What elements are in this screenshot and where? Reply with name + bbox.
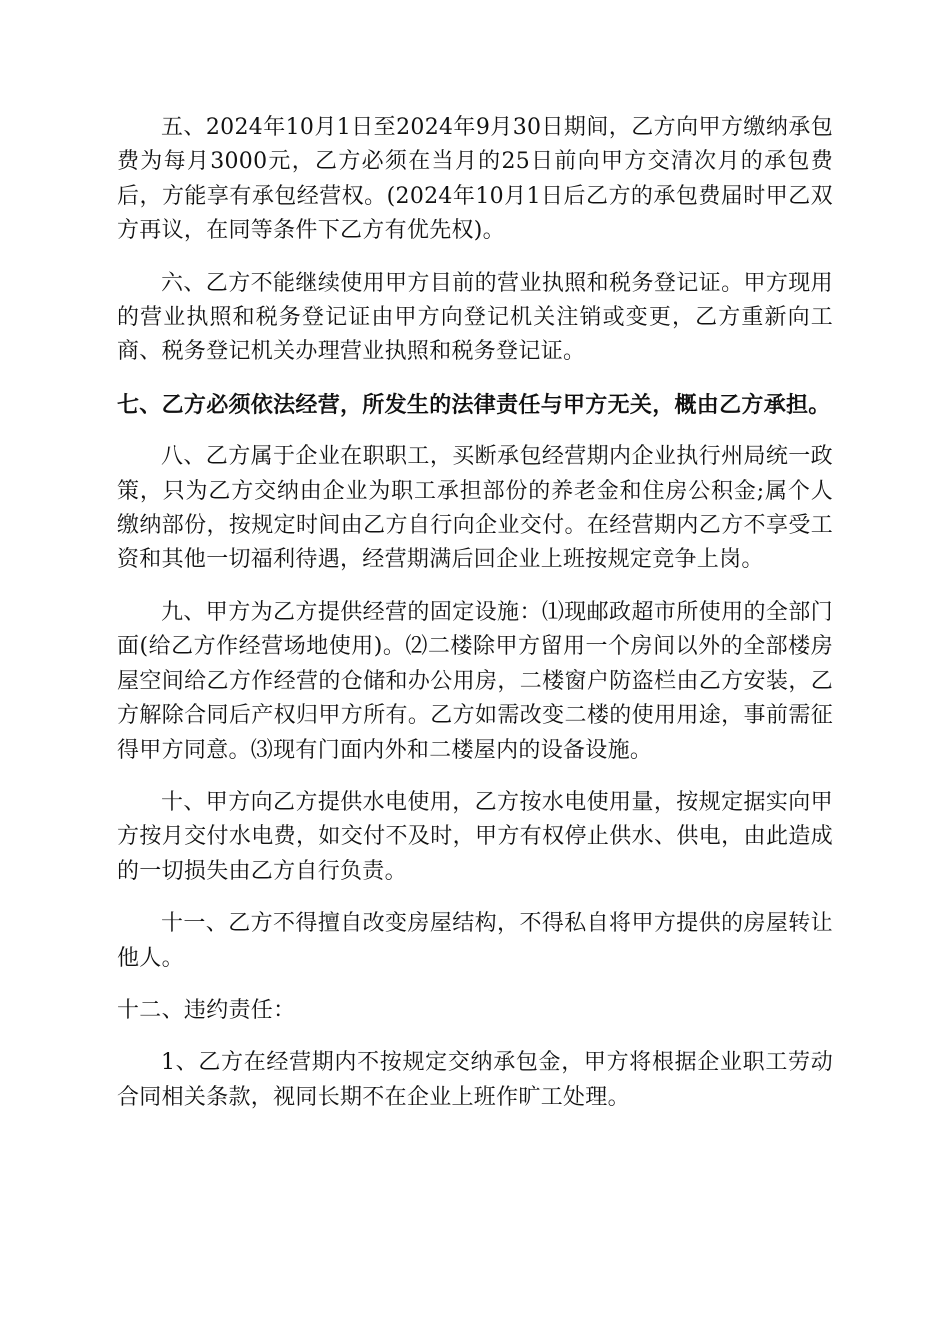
clause-6-paragraph: 六、乙方不能继续使用甲方目前的营业执照和税务登记证。甲方现用的营业执照和税务登记证由甲方向登记机关注销或变更，乙方重新向工商、税务登记机关办理营业执照和税务登记证。 xyxy=(117,270,833,365)
clause-12-heading: 十二、违约责任： xyxy=(117,997,296,1023)
clause-12-item-1: 1、乙方在经营期内不按规定交纳承包金，甲方将根据企业职工劳动合同相关条款，视同长期不在企业上班作旷工处理。 xyxy=(117,1050,833,1110)
clause-7-paragraph: 七、乙方必须依法经营，所发生的法律责任与甲方无关，概由乙方承担。 xyxy=(117,391,831,418)
clause-9-paragraph: 九、甲方为乙方提供经营的固定设施：⑴现邮政超市所使用的全部门面(给乙方作经营场地使用)。⑵二楼除甲方留用一个房间以外的全部楼房屋空间给乙方作经营的仓储和办公用房，二楼窗户防盗栏由乙方安装，乙方解除合同后产权归甲方所有。乙方如需改变二楼的使用用途，事前需征得甲方同意。⑶现有门面内外和二楼屋内的设备设施。 xyxy=(117,599,833,763)
clause-10-paragraph: 十、甲方向乙方提供水电使用，乙方按水电使用量，按规定据实向甲方按月交付水电费，如交付不及时，甲方有权停止供水、供电，由此造成的一切损失由乙方自行负责。 xyxy=(117,789,833,884)
document-body xyxy=(117,111,833,1133)
clause-8-paragraph: 八、乙方属于企业在职职工，买断承包经营期内企业执行州局统一政策，只为乙方交纳由企业为职工承担部份的养老金和住房公积金;属个人缴纳部份，按规定时间由乙方自行向企业交付。在经营期内乙方不享受工资和其他一切福利待遇，经营期满后回企业上班按规定竞争上岗。 xyxy=(117,444,833,573)
clause-11-paragraph: 十一、乙方不得擅自改变房屋结构，不得私自将甲方提供的房屋转让他人。 xyxy=(117,911,833,971)
clause-5-paragraph: 五、2024年10月1日至2024年9月30日期间，乙方向甲方缴纳承包费为每月3000元，乙方必须在当月的25日前向甲方交清次月的承包费后，方能享有承包经营权。(2024年10月1日后乙方的承包费届时甲乙双方再议，在同等条件下乙方有优先权)。 xyxy=(117,115,833,244)
